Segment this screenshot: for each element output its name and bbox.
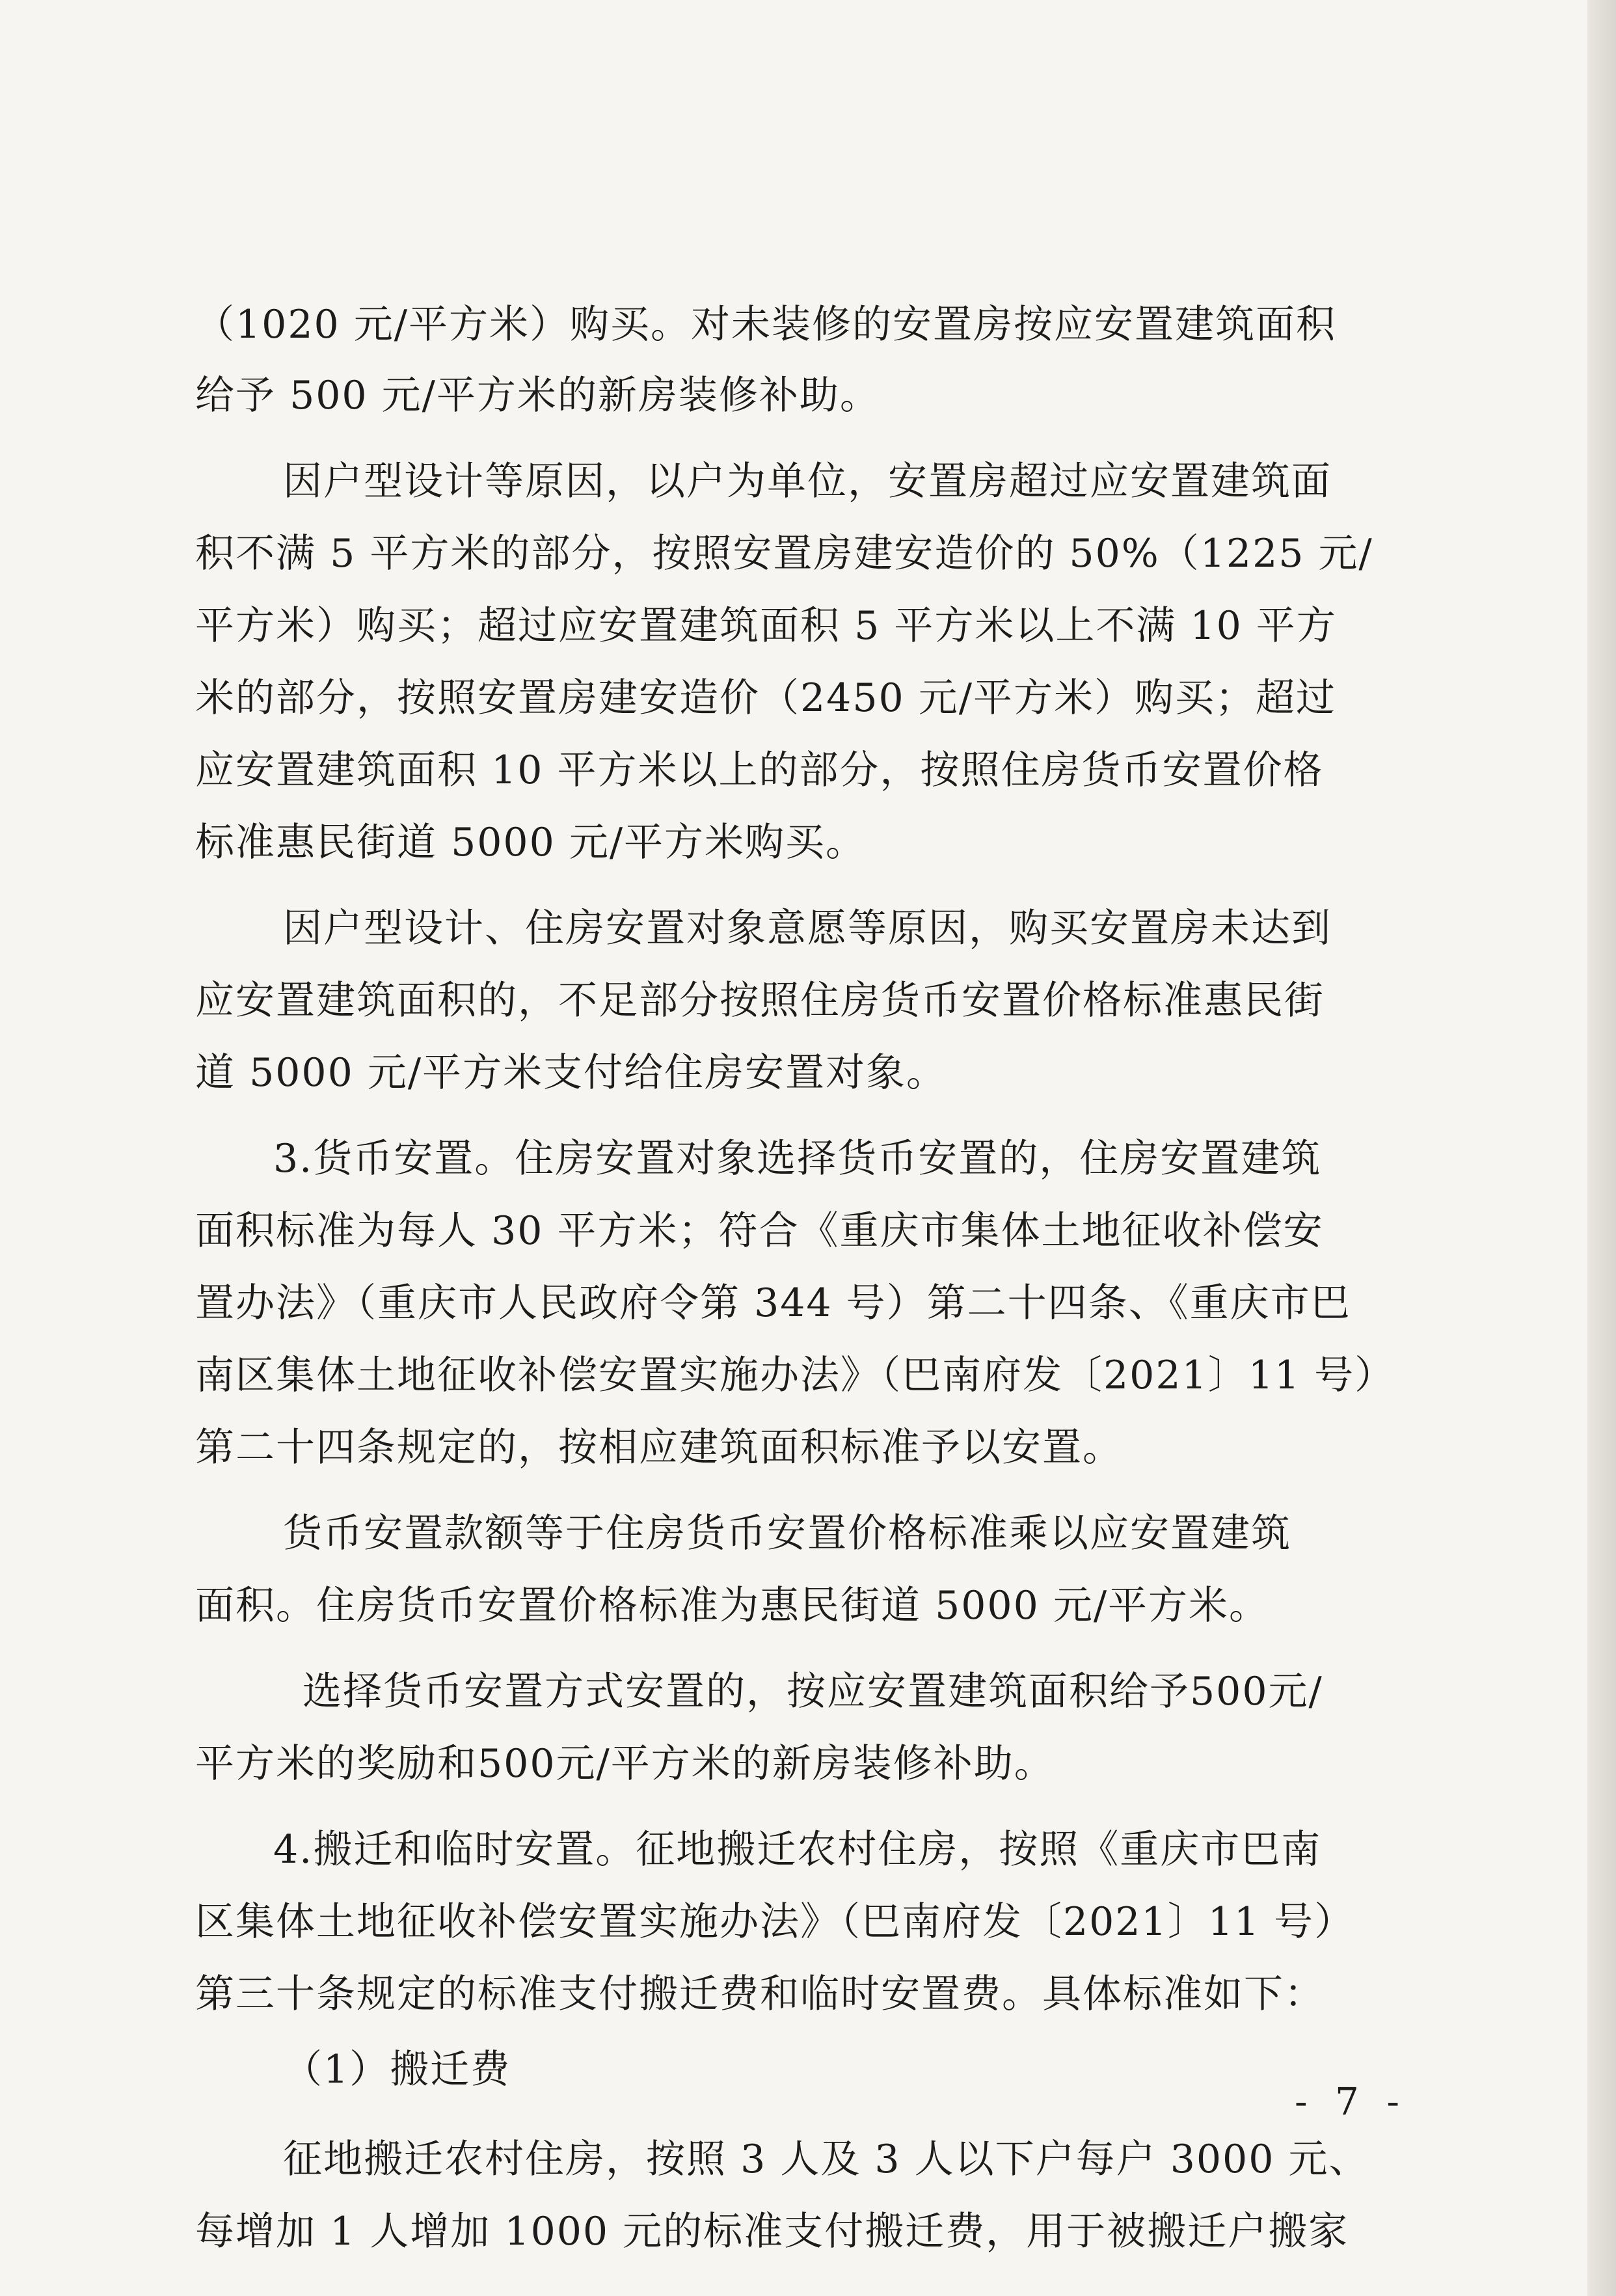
text-line: 平方米的奖励和500元/平方米的新房装修补助。 <box>195 1741 1055 1787</box>
paragraph-start-line: 因户型设计、住房安置对象意愿等原因，购买安置房未达到 <box>283 906 1332 951</box>
paragraph-start-line: 征地搬迁农村住房，按照 3 人及 3 人以下户每户 3000 元、 <box>283 2137 1369 2182</box>
text-line: 每增加 1 人增加 1000 元的标准支付搬迁费，用于被搬迁户搬家 <box>195 2209 1349 2254</box>
paragraph-start-line: 因户型设计等原因，以户为单位，安置房超过应安置建筑面 <box>283 459 1332 504</box>
text-line: （1020 元/平方米）购买。对未装修的安置房按应安置建筑面积 <box>195 302 1336 347</box>
paragraph-start-line: 3.货币安置。住房安置对象选择货币安置的，住房安置建筑 <box>273 1136 1322 1182</box>
text-line: 面积标准为每人 30 平方米；符合《重庆市集体土地征收补偿安 <box>195 1208 1324 1254</box>
section-heading: （1）搬迁费 <box>283 2047 511 2092</box>
text-line: 第二十四条规定的，按相应建筑面积标准予以安置。 <box>195 1425 1123 1470</box>
text-line: 道 5000 元/平方米支付给住房安置对象。 <box>195 1050 947 1096</box>
paragraph-start-line: 4.搬迁和临时安置。征地搬迁农村住房，按照《重庆市巴南 <box>273 1827 1322 1872</box>
text-line: 标准惠民街道 5000 元/平方米购买。 <box>195 820 867 865</box>
text-line: 面积。住房货币安置价格标准为惠民街道 5000 元/平方米。 <box>195 1583 1270 1628</box>
scan-edge <box>1587 0 1616 2296</box>
text-line: 应安置建筑面积 10 平方米以上的部分，按照住房货币安置价格 <box>195 748 1324 793</box>
text-line: 积不满 5 平方米的部分，按照安置房建安造价的 50%（1225 元/ <box>195 531 1373 576</box>
text-line: 应安置建筑面积的，不足部分按照住房货币安置价格标准惠民街 <box>195 978 1325 1023</box>
text-line: 南区集体土地征收补偿安置实施办法》（巴南府发〔2021〕11 号） <box>195 1353 1395 1398</box>
text-line: 平方米）购买；超过应安置建筑面积 5 平方米以上不满 10 平方 <box>195 603 1337 649</box>
paragraph-start-line: 货币安置款额等于住房货币安置价格标准乘以应安置建筑 <box>283 1511 1291 1556</box>
text-line: 第三十条规定的标准支付搬迁费和临时安置费。具体标准如下： <box>195 1971 1325 2017</box>
text-line: 米的部分，按照安置房建安造价（2450 元/平方米）购买；超过 <box>195 675 1336 721</box>
page-number: - 7 - <box>1295 2079 1407 2124</box>
text-line: 区集体土地征收补偿安置实施办法》（巴南府发〔2021〕11 号） <box>195 1899 1355 1945</box>
text-line: 置办法》（重庆市人民政府令第 344 号）第二十四条、《重庆市巴 <box>195 1280 1351 1326</box>
text-line: 给予 500 元/平方米的新房装修补助。 <box>195 373 880 418</box>
paragraph-start-line: 选择货币安置方式安置的，按应安置建筑面积给予500元/ <box>303 1669 1323 1714</box>
